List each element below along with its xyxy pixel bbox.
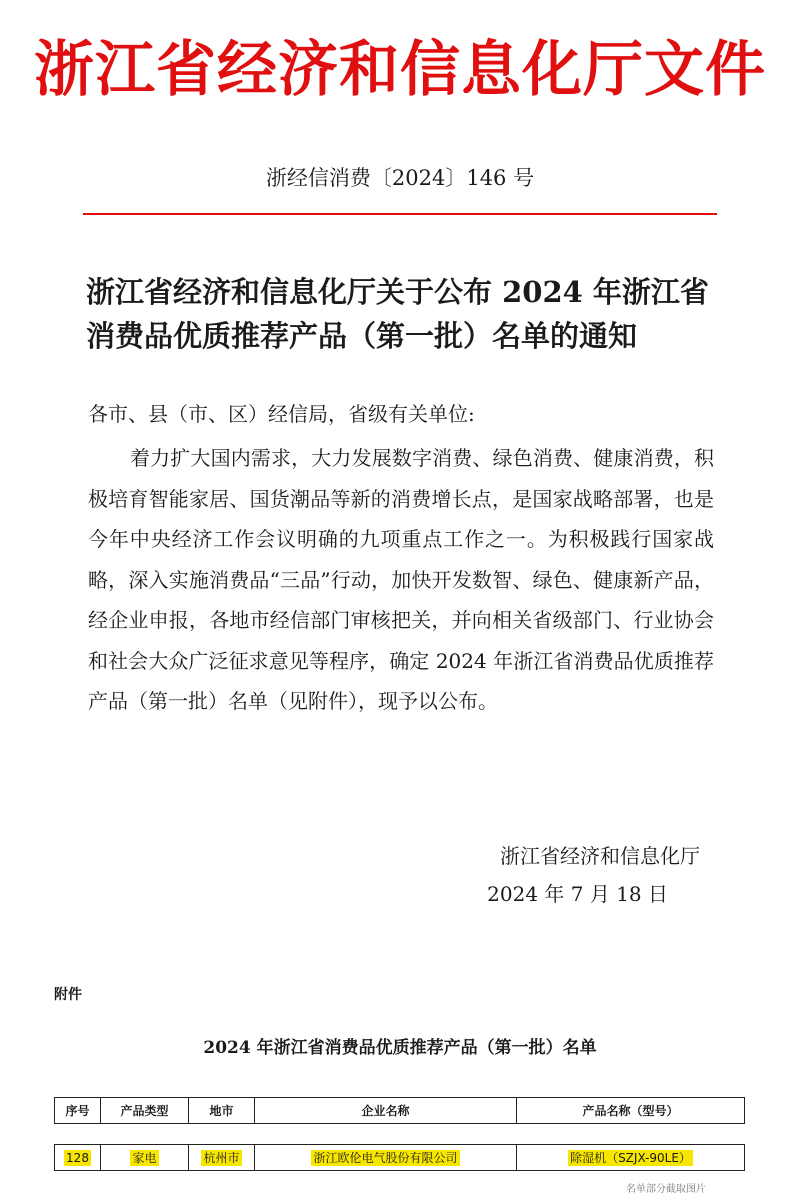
- cell-number: [55, 1145, 101, 1171]
- attachment-table-body: [54, 1144, 745, 1171]
- notice-greeting: 各市、县（市、区）经信局，省级有关单位:: [88, 402, 475, 426]
- highlighted-number: 128: [66, 1150, 89, 1165]
- column-header-company: 企业名称: [255, 1098, 517, 1124]
- document-masthead: 浙江省经济和信息化厅文件: [34, 35, 766, 105]
- highlighted-city: 杭州市: [203, 1151, 240, 1165]
- attachment-title: 2024 年浙江省消费品优质推荐产品（第一批）名单: [203, 1038, 597, 1058]
- attachment-label: 附件: [54, 987, 82, 1003]
- table-row: [55, 1145, 745, 1171]
- column-header-product-name: 产品名称（型号）: [517, 1098, 745, 1124]
- notice-body: 着力扩大国内需求，大力发展数字消费、绿色消费、健康消费，积极培育智能家居、国货潮品等新的消费增长点，是国家战略部署，也是今年中央经济工作会议明确的九项重点工作之一。为积极践行国家战略，深入实施消费品“三品”行动，加快开发数智、绿色、健康新产品，经企业申报，各地市经信部门审核把关，并向相关省级部门、行业协会和社会大众广泛征求意见等程序，确定 2024 年浙江省消费品优质推荐产品（第一批）名单（见附件），现予以公布。: [88, 446, 714, 713]
- cell-product-type: [101, 1145, 189, 1171]
- column-header-city: 地市: [189, 1098, 255, 1124]
- attachment-table-header: [54, 1097, 745, 1124]
- cell-product-name: [517, 1145, 745, 1171]
- signature-date: 2024 年 7 月 18 日: [487, 882, 668, 906]
- notice-title: 浙江省经济和信息化厅关于公布 2024 年浙江省消费品优质推荐产品（第一批）名单的通知: [86, 275, 709, 353]
- highlighted-product-type: 家电: [132, 1151, 157, 1165]
- highlighted-company: 浙江欧伦电气股份有限公司: [313, 1151, 458, 1165]
- column-header-product-type: 产品类型: [101, 1098, 189, 1124]
- image-caption: 名单部分截取图片: [626, 1184, 706, 1195]
- highlighted-product-name: 除湿机（SZJX-90LE）: [570, 1151, 691, 1165]
- column-header-number: 序号: [55, 1098, 101, 1124]
- cell-city: [189, 1145, 255, 1171]
- cell-company: [255, 1145, 517, 1171]
- table-header-row: [55, 1098, 745, 1124]
- red-divider-line: [83, 213, 717, 215]
- document-number: 浙经信消费〔2024〕146 号: [265, 166, 535, 190]
- signature-organization: 浙江省经济和信息化厅: [500, 844, 700, 868]
